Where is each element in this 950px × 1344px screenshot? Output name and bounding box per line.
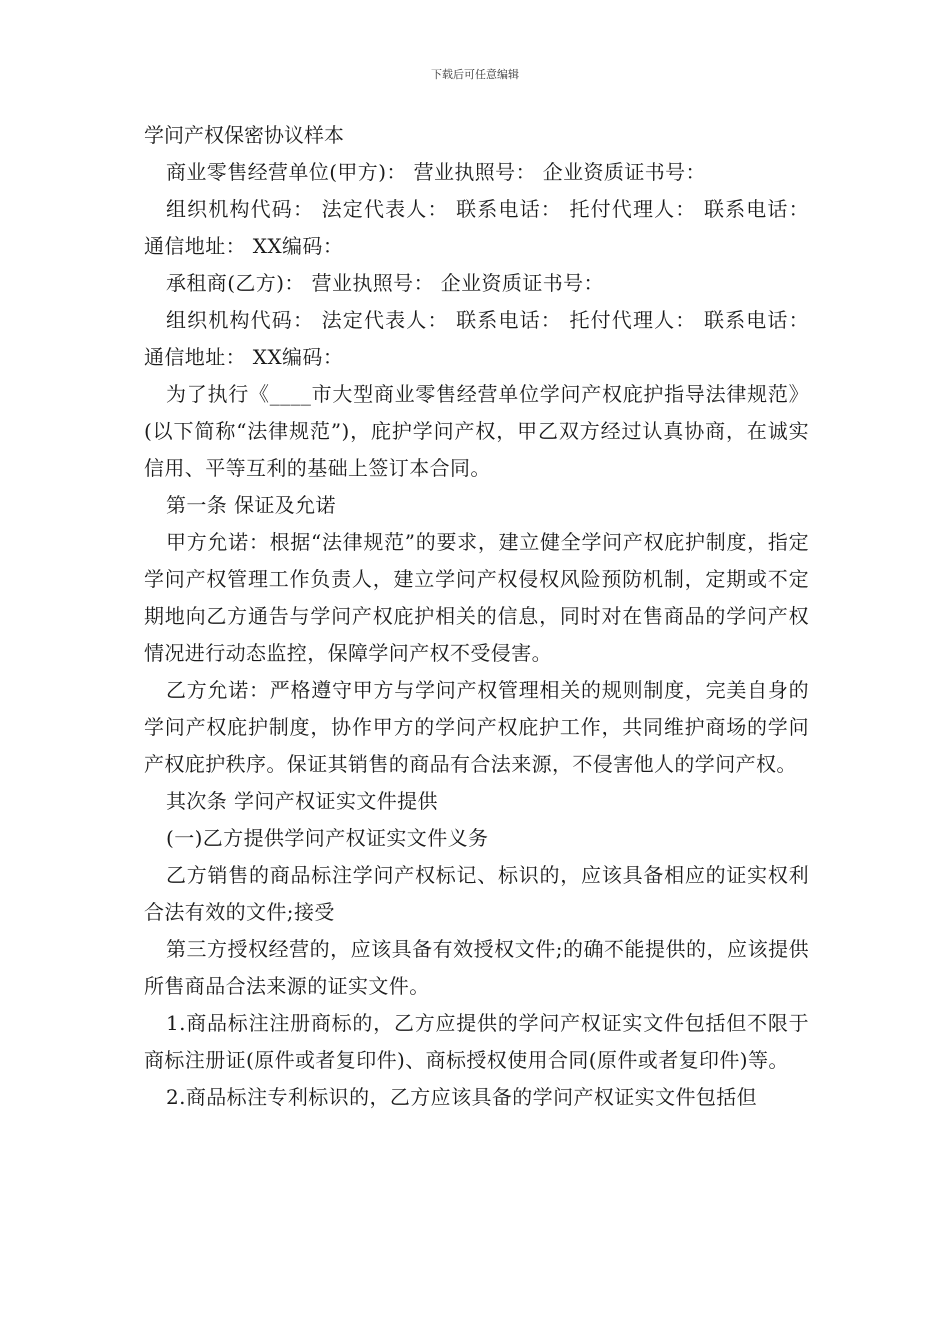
subsection-heading-1: (一)乙方提供学问产权证实文件义务 bbox=[166, 826, 489, 850]
paragraph-party-a-commitment: 甲方允诺：根据“法律规范”的要求，建立健全学问产权庇护制度，指定学问产权管理工作负责人，建立学问产权侵权风险预防机制，定期或不定期地向乙方通告与学问产权庇护相关的信息，同时对在售商品的学问产权情况进行动态监控，保障学问产权不受侵害。 bbox=[144, 530, 809, 665]
document-body bbox=[144, 117, 809, 1116]
paragraph-preamble: 为了执行《____市大型商业零售经营单位学问产权庇护指导法律规范》(以下简称“法律规范”)，庇护学问产权，甲乙双方经过认真协商，在诚实信用、平等互利的基础上签订本合同。 bbox=[144, 382, 809, 480]
paragraph-party-b-contact: 组织机构代码： 法定代表人： 联系电话： 托付代理人： 联系电话： 通信地址： XX编码： bbox=[144, 308, 809, 369]
list-item-patent: 2.商品标注专利标识的，乙方应该具备的学问产权证实文件包括但 bbox=[166, 1085, 758, 1109]
paragraph-party-a-contact: 组织机构代码： 法定代表人： 联系电话： 托付代理人： 联系电话： 通信地址： XX编码： bbox=[144, 197, 809, 258]
list-item-trademark: 1.商品标注注册商标的，乙方应提供的学问产权证实文件包括但不限于商标注册证(原件或者复印件)、商标授权使用合同(原件或者复印件)等。 bbox=[144, 1011, 809, 1072]
paragraph-party-a-info: 商业零售经营单位(甲方)： 营业执照号： 企业资质证书号： bbox=[166, 160, 706, 184]
section-heading-article-1: 第一条 保证及允诺 bbox=[166, 493, 336, 517]
page-header: 下载后可任意编辑 bbox=[431, 68, 519, 81]
section-heading-article-2: 其次条 学问产权证实文件提供 bbox=[166, 789, 438, 813]
paragraph-obligation: 乙方销售的商品标注学问产权标记、标识的，应该具备相应的证实权利合法有效的文件;接受 bbox=[144, 863, 809, 924]
paragraph-party-b-info: 承租商(乙方)： 营业执照号： 企业资质证书号： bbox=[166, 271, 604, 295]
paragraph-party-b-commitment: 乙方允诺：严格遵守甲方与学问产权管理相关的规则制度，完美自身的学问产权庇护制度，协作甲方的学问产权庇护工作，共同维护商场的学问产权庇护秩序。保证其销售的商品有合法来源，不侵害他人的学问产权。 bbox=[144, 678, 809, 776]
paragraph-third-party: 第三方授权经营的，应该具备有效授权文件;的确不能提供的，应该提供所售商品合法来源的证实文件。 bbox=[144, 937, 809, 998]
document-title: 学问产权保密协议样本 bbox=[144, 123, 344, 147]
